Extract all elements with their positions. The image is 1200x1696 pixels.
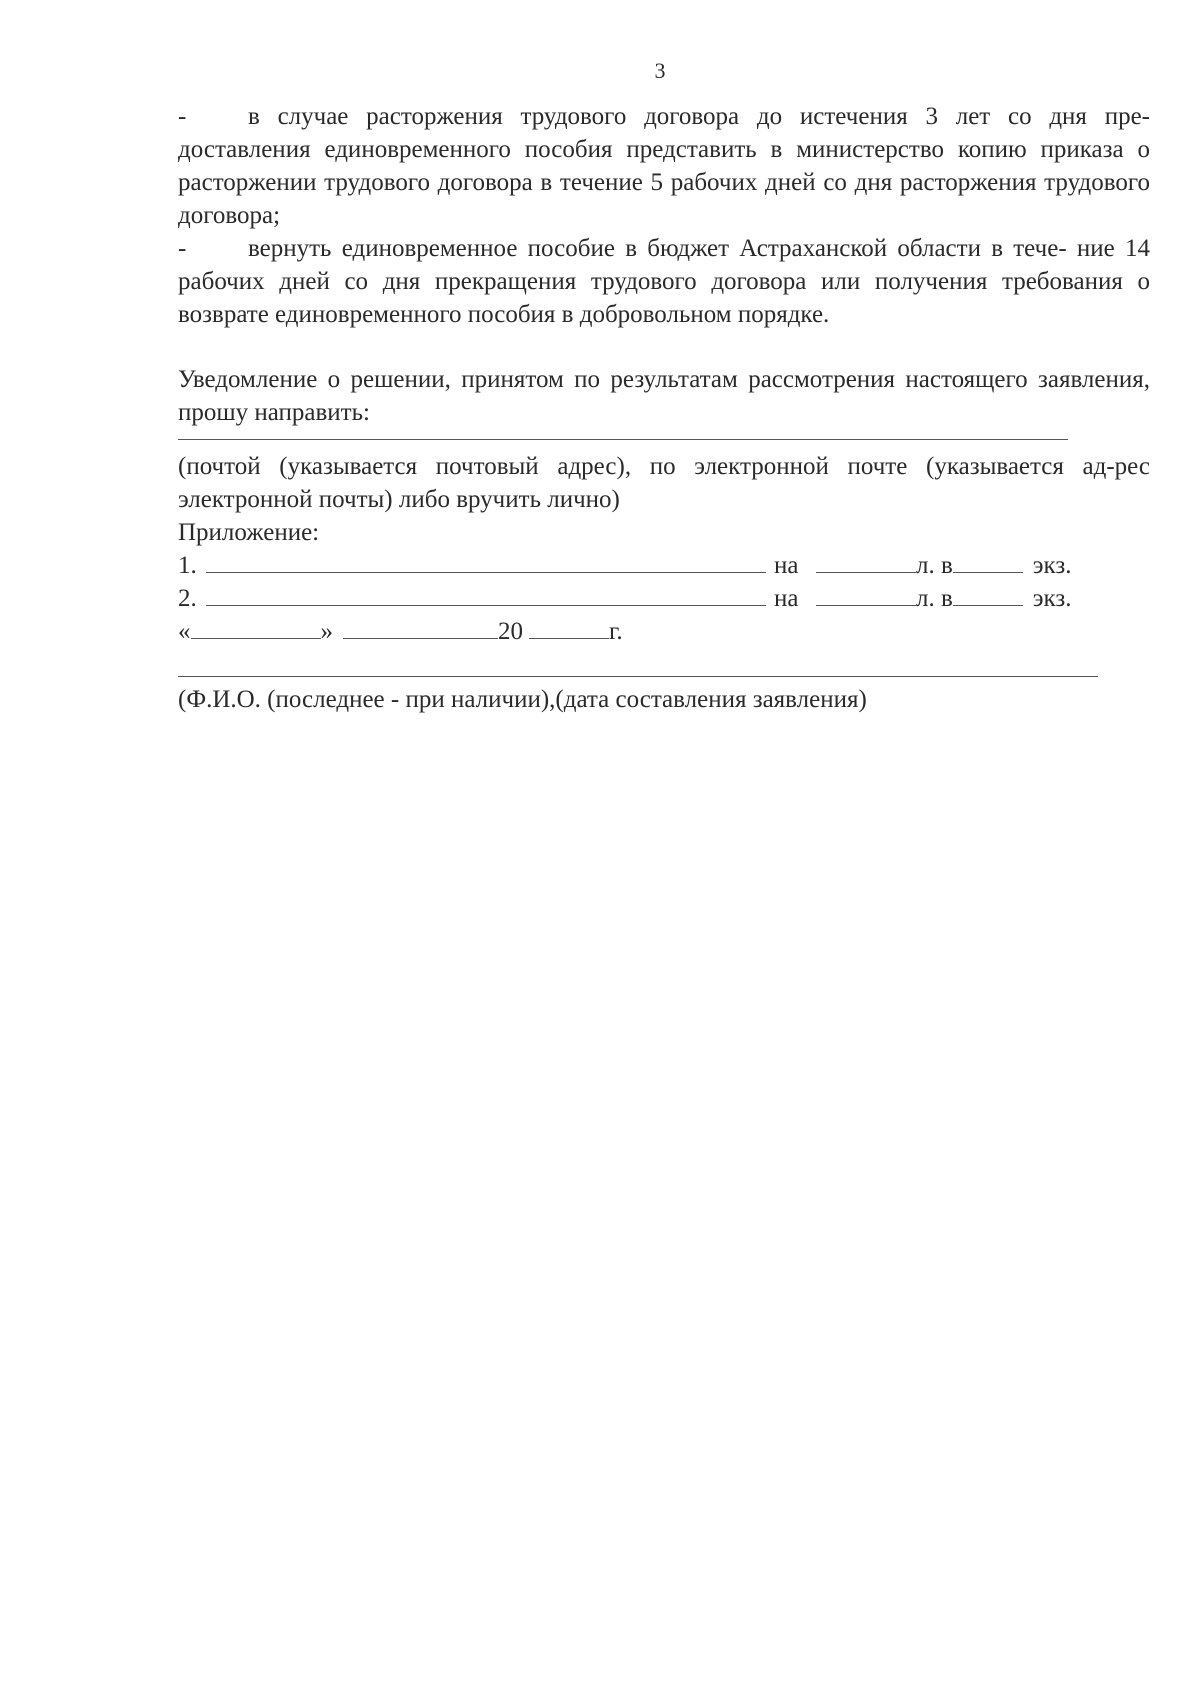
attachment-number: 2. [178, 585, 197, 612]
attachment-sheets-label: л. в [916, 585, 953, 612]
attachment-row-2 [178, 582, 1150, 615]
date-century: 20 [498, 618, 523, 645]
bullet-dash: - [178, 235, 187, 262]
date-month-field[interactable] [343, 616, 498, 639]
document-body [178, 100, 1150, 716]
attachment-pages-field[interactable] [816, 550, 916, 573]
notice-method-hint: (почтой (указывается почтовый адрес), по электронной почте (указывается ад-рес электронной почты) либо вручить лично) [178, 453, 1150, 513]
date-open-quote: « [178, 618, 191, 645]
spacer [178, 331, 1150, 363]
notice-text: Уведомление о решении, принятом по результатам рассмотрения настоящего заявления, прошу направить: [178, 366, 1150, 426]
page-number: 3 [654, 58, 666, 83]
attachment-pages-field[interactable] [816, 583, 916, 606]
obligation-1-first-line: в случае расторжения трудового договора до истечения 3 лет со дня пре- [248, 103, 1150, 130]
obligation-1-rest: доставления единовременного пособия представить в министерство копию приказа о расторжении трудового договора в течение 5 рабочих дней со дня расторжения трудового договора; [178, 136, 1150, 229]
attachment-copies-field[interactable] [953, 583, 1023, 606]
date-day-field[interactable] [191, 616, 321, 639]
notice-method-field[interactable] [178, 439, 1068, 440]
attachment-na-label: на [774, 552, 799, 579]
obligation-2-rest: ние 14 рабочих дней со дня прекращения трудового договора или получения требования о возврате единовременного пособия в добровольном порядке. [178, 235, 1151, 328]
attachment-na-label: на [774, 585, 799, 612]
obligation-paragraph-2 [178, 232, 1150, 331]
obligation-paragraph-1 [178, 100, 1150, 232]
attachment-copies-label: экз. [1032, 585, 1072, 612]
attachment-title-field[interactable] [206, 583, 766, 606]
signature-caption: (Ф.И.О. (последнее - при наличии),(дата составления заявления) [178, 686, 867, 713]
attachment-copies-field[interactable] [953, 550, 1023, 573]
attachment-number: 1. [178, 552, 197, 579]
attachment-title-field[interactable] [206, 550, 766, 573]
attachment-sheets-label: л. в [916, 552, 953, 579]
obligation-2-first-line: вернуть единовременное пособие в бюджет Астраханской области в тече- [248, 235, 1067, 262]
signature-field[interactable] [178, 676, 1098, 677]
date-year-field[interactable] [529, 616, 609, 639]
date-close-quote: » [320, 618, 333, 645]
date-year-suffix: г. [609, 618, 623, 645]
bullet-dash: - [178, 103, 187, 130]
date-line [178, 615, 1150, 648]
attachments-heading: Приложение: [178, 519, 320, 546]
attachment-row-1 [178, 549, 1150, 582]
attachment-copies-label: экз. [1032, 552, 1072, 579]
